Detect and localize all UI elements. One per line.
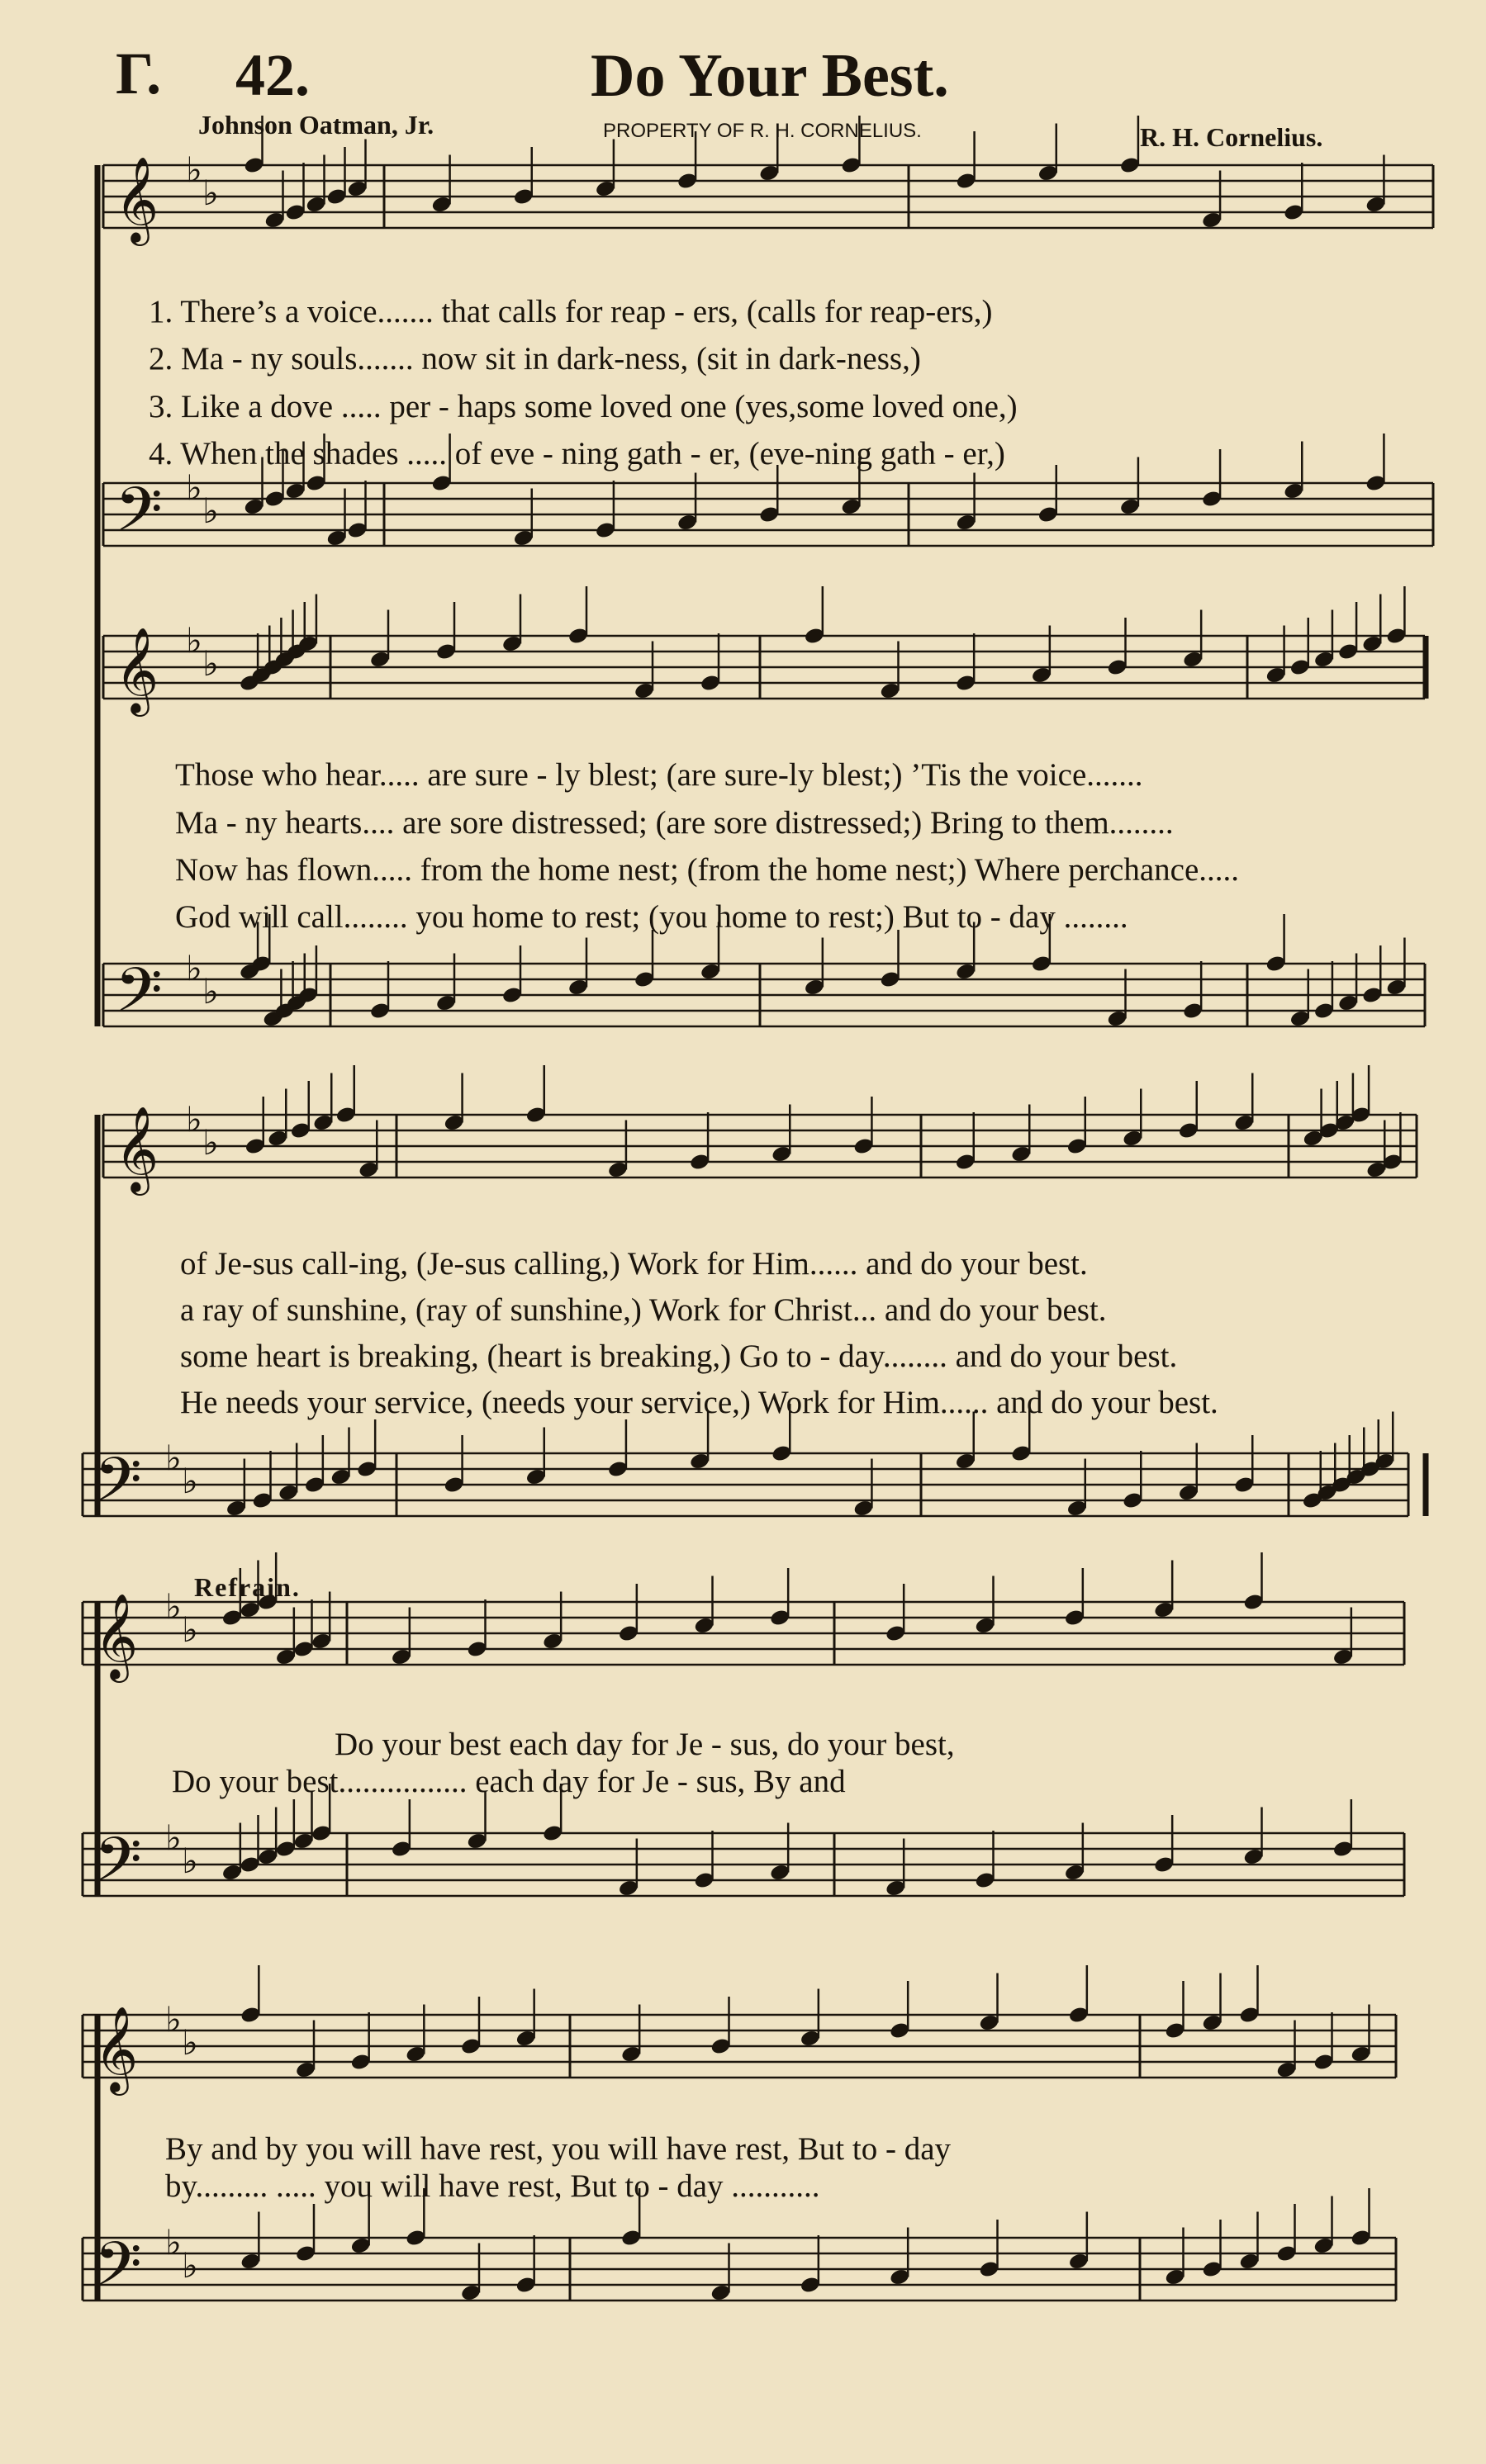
treble-clef: 𝄞 xyxy=(115,1106,159,1192)
refrain-line-1-bass: Do your best................ each day for Je - sus, By and xyxy=(172,1764,846,1799)
verse-4-line-1: 4. When the shades ..... of eve - ning gath - er, (eve-ning gath - er,) xyxy=(149,436,1005,471)
verse-2-line-1: 2. Ma - ny souls....... now sit in dark-ness, (sit in dark-ness,) xyxy=(149,341,921,377)
treble-clef: 𝄞 xyxy=(115,627,159,713)
bass-clef: 𝄢 xyxy=(94,1444,142,1531)
flat-key-signature: ♭ xyxy=(186,948,202,988)
lyricist-credit: Johnson Oatman, Jr. xyxy=(198,110,434,140)
verse-2-line-3: a ray of sunshine, (ray of sunshine,) Work for Christ... and do your best. xyxy=(180,1292,1107,1328)
verse-2-line-2: Ma - ny hearts.... are sore distressed; (are sore distressed;) Bring to them........ xyxy=(175,805,1174,841)
flat-key-signature: ♭ xyxy=(165,1438,182,1478)
refrain-line-1-soprano: Do your best each day for Je - sus, do your best, xyxy=(335,1727,955,1762)
flat-key-signature: ♭ xyxy=(165,1999,182,2040)
flat-key-signature: ♭ xyxy=(186,620,202,661)
treble-clef: 𝄞 xyxy=(94,1593,139,1680)
flat-key-signature: ♭ xyxy=(202,1122,219,1163)
composer-credit: R. H. Cornelius. xyxy=(1140,122,1323,152)
treble-clef: 𝄞 xyxy=(115,156,159,243)
hymn-number: 42. xyxy=(235,42,310,108)
hymn-title: Do Your Best. xyxy=(591,42,949,110)
verse-3-line-2: Now has flown..... from the home nest; (from the home nest;) Where perchance..... xyxy=(175,852,1240,888)
flat-key-signature: ♭ xyxy=(186,1099,202,1140)
refrain-line-2-soprano: By and by you will have rest, you will have rest, But to - day xyxy=(165,2131,952,2167)
verse-3-line-1: 3. Like a dove ..... per - haps some loved one (yes,some loved one,) xyxy=(149,389,1018,424)
flat-key-signature: ♭ xyxy=(202,173,219,213)
flat-key-signature: ♭ xyxy=(202,490,219,531)
refrain-line-2-bass: by......... ..... you will have rest, But to - day ........... xyxy=(165,2168,820,2204)
flat-key-signature: ♭ xyxy=(202,643,219,684)
flat-key-signature: ♭ xyxy=(182,1841,198,1881)
flat-key-signature: ♭ xyxy=(182,2245,198,2286)
bass-clef: 𝄢 xyxy=(115,955,163,1041)
flat-key-signature: ♭ xyxy=(186,149,202,190)
verse-1-line-2: Those who hear..... are sure - ly blest; (are sure-ly blest;) ’Tis the voice....... xyxy=(175,757,1143,793)
flat-key-signature: ♭ xyxy=(182,1609,198,1650)
verse-3-line-3: some heart is breaking, (heart is breaking,) Go to - day........ and do your best. xyxy=(180,1339,1178,1374)
flat-key-signature: ♭ xyxy=(202,971,219,1012)
bass-clef: 𝄢 xyxy=(94,1824,142,1911)
bass-clef: 𝄢 xyxy=(94,2229,142,2315)
bass-clef: 𝄢 xyxy=(115,474,163,561)
verse-1-line-3: of Je-sus call-ing, (Je-sus calling,) Work for Him...... and do your best. xyxy=(180,1246,1088,1282)
flat-key-signature: ♭ xyxy=(165,2222,182,2263)
property-notice: PROPERTY OF R. H. CORNELIUS. xyxy=(603,120,922,142)
treble-clef: 𝄞 xyxy=(94,2006,139,2092)
verse-4-line-3: He needs your service, (needs your service,) Work for Him...... and do your best. xyxy=(180,1385,1218,1420)
verse-4-line-2: God will call........ you home to rest; (you home to rest;) But to - day ........ xyxy=(175,899,1128,935)
refrain-label: Refrain. xyxy=(194,1572,301,1602)
flat-key-signature: ♭ xyxy=(182,1461,198,1501)
flat-key-signature: ♭ xyxy=(165,1586,182,1627)
flat-key-signature: ♭ xyxy=(165,1817,182,1858)
flat-key-signature: ♭ xyxy=(186,467,202,508)
verse-1-line-1: 1. There’s a voice....... that calls for reap - ers, (calls for reap-ers,) xyxy=(149,294,993,329)
flat-key-signature: ♭ xyxy=(182,2022,198,2063)
page-corner-mark: Γ. xyxy=(116,40,162,107)
